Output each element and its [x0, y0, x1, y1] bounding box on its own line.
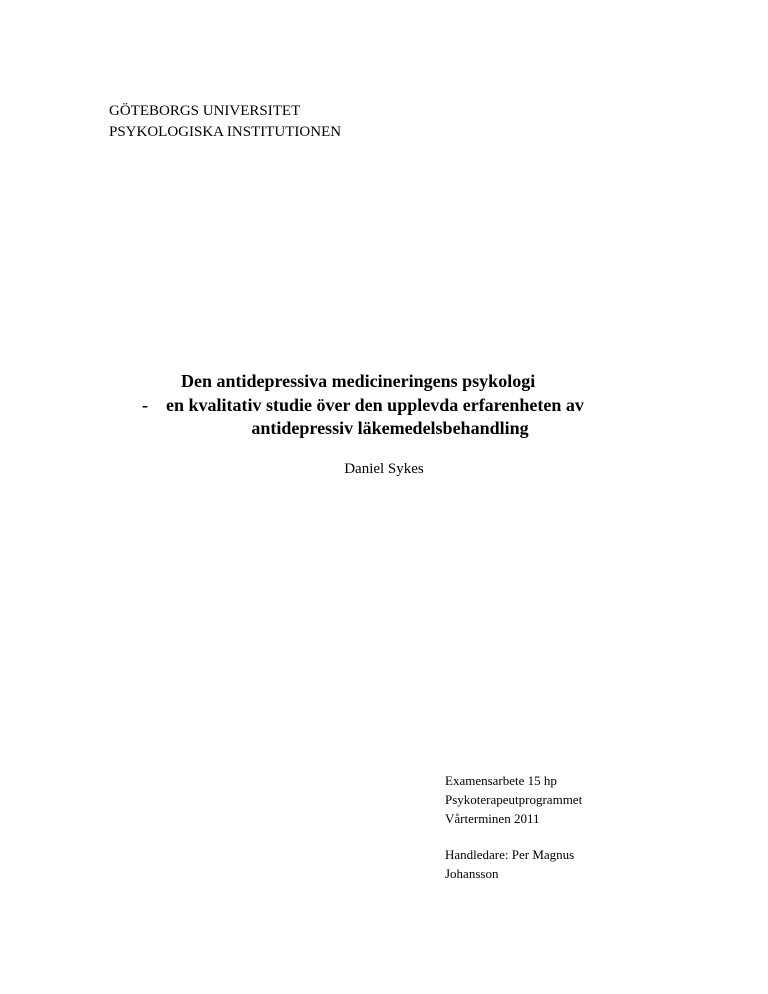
supervisor-line-1: Handledare: Per Magnus — [445, 847, 575, 862]
author-name: Daniel Sykes — [344, 461, 424, 477]
thesis-title: Den antidepressiva medicineringens psykologi — [181, 371, 536, 391]
university-name: GÖTEBORGS UNIVERSITET — [109, 103, 301, 119]
thesis-meta-block — [445, 771, 582, 883]
term: Vårterminen 2011 — [445, 811, 540, 826]
thesis-subtitle-line-2: antidepressiv läkemedelsbehandling — [251, 418, 529, 438]
exam-credits: Examensarbete 15 hp — [445, 773, 557, 788]
department-name: PSYKOLOGISKA INSTITUTIONEN — [109, 124, 342, 140]
institution-header — [109, 101, 341, 143]
thesis-subtitle-line-1: en kvalitativ studie över den upplevda erfarenheten av — [166, 395, 584, 415]
supervisor-line-2: Johansson — [445, 866, 499, 881]
subtitle-dash: - — [142, 395, 148, 415]
program-name: Psykoterapeutprogrammet — [445, 792, 583, 807]
meta-spacer — [445, 828, 582, 845]
